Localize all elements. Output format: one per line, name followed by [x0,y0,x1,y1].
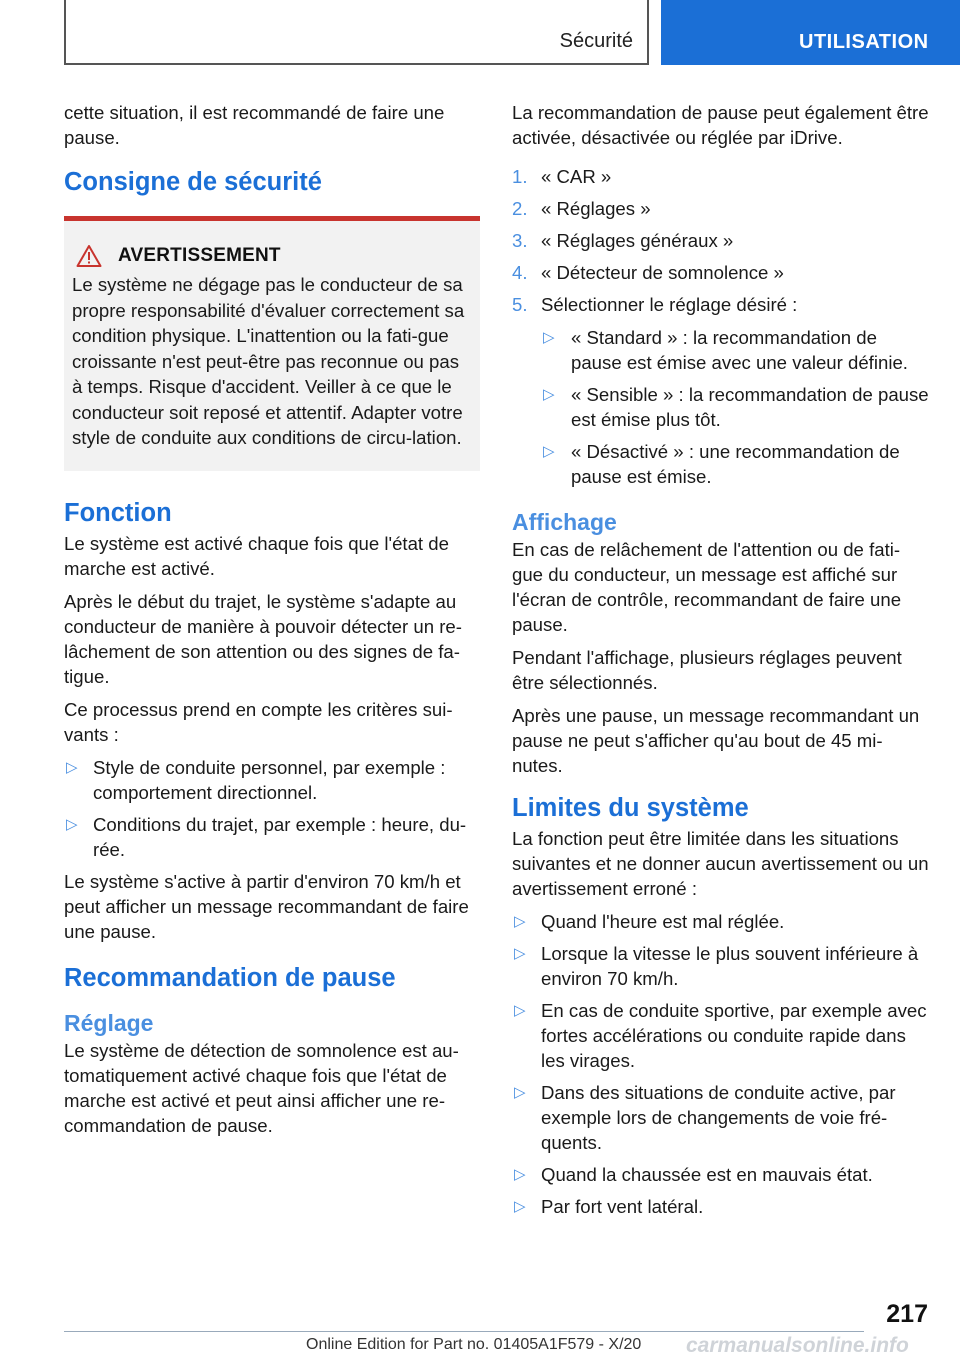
idrive-paragraph: La recommandation de pause peut également être activée, désactivée ou réglée par iDrive. [512,102,929,148]
display-paragraph-1: En cas de relâchement de l'attention ou de fati-gue du conducteur, un message est affiché sur l'écran de contrôle, recommandant de faire une pause. [512,539,902,635]
display-paragraph-2: Pendant l'affichage, plusieurs réglages peuvent être sélectionnés. [512,647,902,693]
function-paragraph-3: Ce processus prend en compte les critères sui-vants : [64,698,453,745]
warning-text: Le système ne dégage pas le conducteur de sa propre responsabilité d'évaluer correctement sa condition physique. L'inattention ou la fati-gue croissante n'est peut-être pas reconnue ou pas à temps. Risque d'accident. Veiller à ce que le conducteur soit reposé et attentif. Adapter votre style de conduite aux conditions de circu-lation. [72,274,465,448]
left-column [64,100,480,1146]
criteria-list [64,755,480,862]
list-item: 2. « Réglages » [512,198,651,219]
triangle-bullet-icon: ▷ [66,758,78,776]
intro-paragraph: cette situation, il est recommandé de faire une pause. [64,102,445,148]
limits-paragraph: La fonction peut être limitée dans les situations suivantes et ne donner aucun avertissement ou un avertissement erroné : [512,828,929,899]
function-heading: Fonction [64,498,172,527]
triangle-bullet-icon: ▷ [514,1198,526,1215]
list-item: ▷ Conditions du trajet, par exemple : heure, du-rée. [66,813,467,860]
triangle-bullet-icon: ▷ [514,945,526,962]
list-item: ▷ En cas de conduite sportive, par exemple avec fortes accélérations ou conduite rapide dans les virages. [514,1000,927,1071]
page-number: 217 [886,1300,928,1328]
display-subheading: Affichage [512,509,617,535]
list-item: 3. « Réglages généraux » [512,230,734,251]
header-chapter-title: UTILISATION [799,31,929,53]
list-item: ▷ Style de conduite personnel, par exemple : comportement directionnel. [66,756,446,803]
warning-triangle-icon [76,244,102,268]
function-paragraph-2: Après le début du trajet, le système s'adapte au conducteur de manière à pouvoir détecter un re-lâchement de son attention ou des signes de fa-tigue. [64,590,462,687]
warning-box [64,216,480,471]
list-item: ▷ Quand l'heure est mal réglée. [514,911,785,932]
header-section-box [64,0,649,65]
triangle-bullet-icon: ▷ [66,815,78,833]
list-item: 1. « CAR » [512,166,612,187]
list-item: ▷ « Désactivé » : une recommandation de pause est émise. [543,441,900,487]
triangle-bullet-icon: ▷ [514,1002,526,1019]
setting-subheading: Réglage [64,1009,154,1036]
list-item: ▷ Par fort vent latéral. [514,1196,704,1217]
display-paragraph-3: Après une pause, un message recommandant un pause ne peut s'afficher qu'au bout de 45 mi-nutes. [512,705,920,776]
safety-heading: Consigne de sécurité [64,168,322,196]
triangle-bullet-icon: ▷ [514,1084,526,1101]
function-paragraph-4: Le système s'active à partir d'environ 70 km/h et peut afficher un message recommandant de faire une pause. [64,870,469,942]
list-item: 5. Sélectionner le réglage désiré : ▷ « Standard » : la recommandation de pause est émise avec une valeur définie. ▷ « Sensible » : la recommandation de pause est émise plus tôt. ▷ « Désactivé » : une recommandation de pause est émise. [512,294,929,487]
steps-list [512,164,930,489]
footer-edition: Online Edition for Part no. 01405A1F579 - X/20 [306,1336,642,1353]
list-item: ▷ Dans des situations de conduite active, par exemple lors de changements de voie fré-quents. [514,1082,896,1153]
limits-list [512,909,930,1219]
warning-title: AVERTISSEMENT [118,245,281,266]
limits-heading: Limites du système [512,794,749,822]
triangle-bullet-icon: ▷ [543,443,555,460]
triangle-bullet-icon: ▷ [514,913,526,930]
right-column [512,100,930,1226]
triangle-bullet-icon: ▷ [514,1166,526,1183]
triangle-bullet-icon: ▷ [543,386,555,403]
function-paragraph-1: Le système est activé chaque fois que l'état de marche est activé. [64,532,449,579]
triangle-bullet-icon: ▷ [543,329,555,346]
options-list [541,325,930,489]
watermark: carmanualsonline.info [686,1334,909,1357]
header-chapter-tab [661,0,960,65]
setting-paragraph: Le système de détection de somnolence est au-tomatiquement activé chaque fois que l'état de marche est activé et peut ainsi afficher une re-commandation de pause. [64,1039,459,1136]
warning-header [72,243,473,269]
header-section-title: Sécurité [559,30,633,52]
list-item: ▷ Quand la chaussée est en mauvais état. [514,1164,873,1185]
footer-divider [64,1331,864,1332]
pause-recommendation-heading: Recommandation de pause [64,963,396,992]
list-item: ▷ « Sensible » : la recommandation de pause est émise plus tôt. [543,384,929,430]
list-item: ▷ « Standard » : la recommandation de pause est émise avec une valeur définie. [543,327,908,373]
list-item: ▷ Lorsque la vitesse le plus souvent inférieure à environ 70 km/h. [514,943,919,989]
list-item: 4. « Détecteur de somnolence » [512,262,784,283]
